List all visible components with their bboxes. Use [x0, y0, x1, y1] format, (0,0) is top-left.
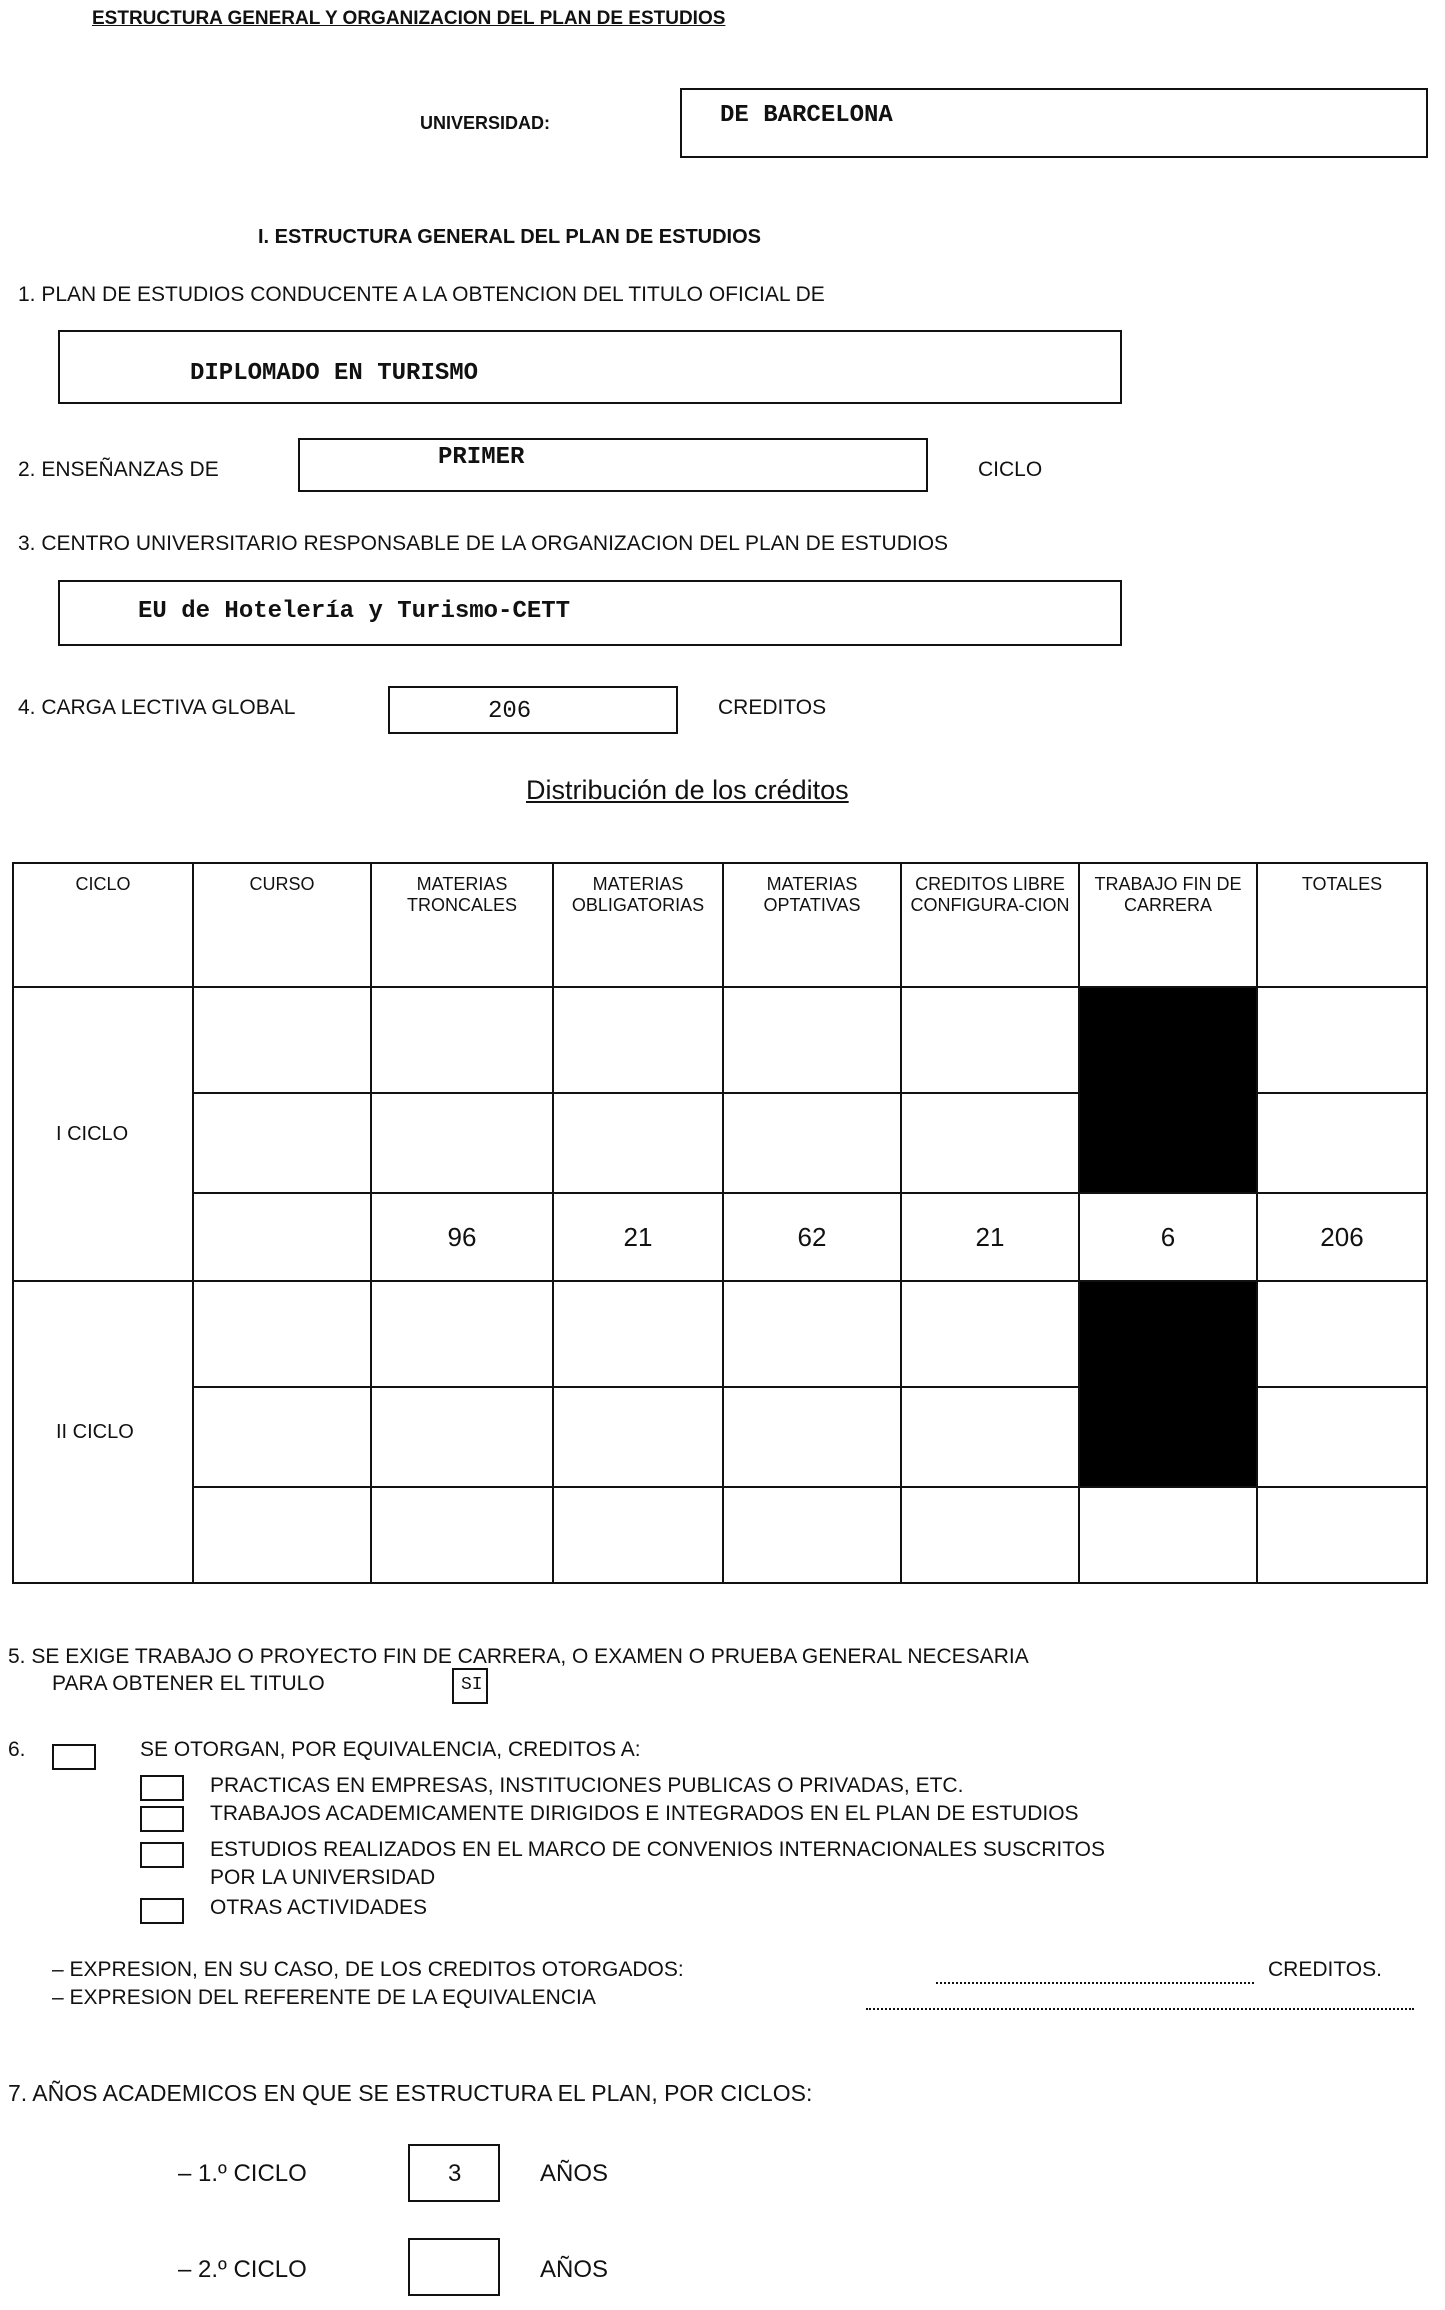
ciclo1-years-suffix: AÑOS	[540, 2160, 609, 2187]
table-cell	[553, 1487, 723, 1583]
table-cell	[723, 987, 901, 1093]
table-cell	[371, 1487, 553, 1583]
table-cell	[723, 1093, 901, 1193]
total-trabajo: 6	[1079, 1193, 1257, 1281]
carga-field	[388, 686, 678, 734]
table-cell	[193, 1487, 371, 1583]
otras-label: OTRAS ACTIVIDADES	[210, 1896, 428, 1919]
item1-label: 1. PLAN DE ESTUDIOS CONDUCENTE A LA OBTENCION DEL TITULO OFICIAL DE	[18, 283, 825, 306]
header-totales: TOTALES	[1257, 863, 1427, 987]
table-cell	[1257, 1487, 1427, 1583]
titulo-value: DIPLOMADO EN TURISMO	[190, 360, 479, 387]
table-cell	[723, 1387, 901, 1487]
table-cell	[723, 1487, 901, 1583]
ciclo1-years-field	[408, 2144, 500, 2202]
item5-label-line1: 5. SE EXIGE TRABAJO O PROYECTO FIN DE CARRERA, O EXAMEN O PRUEBA GENERAL NECESARIA	[8, 1645, 1029, 1668]
document-title: ESTRUCTURA GENERAL Y ORGANIZACION DEL PLAN DE ESTUDIOS	[92, 8, 726, 29]
practicas-checkbox[interactable]	[140, 1775, 184, 1801]
table-cell	[553, 987, 723, 1093]
table-cell	[901, 1387, 1079, 1487]
creditos-fill-line	[936, 1982, 1254, 1984]
table-row	[13, 987, 1427, 1093]
credits-table	[12, 862, 1428, 1584]
creditos-otorgados-suffix: CREDITOS.	[1268, 1958, 1382, 1981]
practicas-label: PRACTICAS EN EMPRESAS, INSTITUCIONES PUBLICAS O PRIVADAS, ETC.	[210, 1774, 964, 1797]
ciclo1-cell: I CICLO	[13, 987, 193, 1281]
table-cell	[553, 1093, 723, 1193]
table-cell	[371, 1387, 553, 1487]
centro-value: EU de Hotelería y Turismo-CETT	[138, 598, 571, 625]
table-cell	[901, 1487, 1079, 1583]
ciclo2-years-field	[408, 2238, 500, 2296]
expresion-creditos-label: – EXPRESION, EN SU CASO, DE LOS CREDITOS OTORGADOS:	[52, 1958, 684, 1981]
table-cell	[1257, 987, 1427, 1093]
table-cell	[371, 987, 553, 1093]
table-cell	[1079, 1487, 1257, 1583]
item4-label: 4. CARGA LECTIVA GLOBAL	[18, 696, 296, 719]
titulo-exige-field	[452, 1668, 488, 1704]
header-libre: CREDITOS LIBRE CONFIGURA-CION	[901, 863, 1079, 987]
ciclo1-years-label: – 1.º CICLO	[178, 2160, 307, 2187]
trabajos-label: TRABAJOS ACADEMICAMENTE DIRIGIDOS E INTEGRADOS EN EL PLAN DE ESTUDIOS	[210, 1802, 1079, 1825]
universidad-label: UNIVERSIDAD:	[420, 113, 551, 133]
item6-checkbox[interactable]	[52, 1744, 96, 1770]
total-totales: 206	[1257, 1193, 1427, 1281]
table-cell	[553, 1387, 723, 1487]
ciclo1-years-value: 3	[448, 2160, 462, 2187]
table-cell	[901, 1093, 1079, 1193]
table-cell	[193, 1387, 371, 1487]
item5-label-line2: PARA OBTENER EL TITULO	[52, 1672, 325, 1695]
creditos-suffix: CREDITOS	[718, 696, 827, 719]
table-cell	[193, 1193, 371, 1281]
total-obligatorias: 21	[553, 1193, 723, 1281]
header-troncales: MATERIAS TRONCALES	[371, 863, 553, 987]
ciclo2-cell: II CICLO	[13, 1281, 193, 1583]
ensenanzas-field	[298, 438, 928, 492]
header-ciclo: CICLO	[13, 863, 193, 987]
table-cell	[371, 1093, 553, 1193]
table-cell	[1257, 1387, 1427, 1487]
table-cell	[1257, 1281, 1427, 1387]
table-cell	[371, 1281, 553, 1387]
total-optativas: 62	[723, 1193, 901, 1281]
ciclo-suffix: CICLO	[978, 458, 1043, 481]
expresion-referente-label: – EXPRESION DEL REFERENTE DE LA EQUIVALENCIA	[52, 1986, 596, 2009]
total-libre: 21	[901, 1193, 1079, 1281]
blackout-cell	[1079, 987, 1257, 1193]
table-cell	[193, 1281, 371, 1387]
table-cell	[723, 1281, 901, 1387]
table-cell	[193, 987, 371, 1093]
table-row	[13, 1487, 1427, 1583]
table-cell	[1257, 1093, 1427, 1193]
centro-field	[58, 580, 1122, 646]
blackout-cell	[1079, 1281, 1257, 1487]
trabajos-checkbox[interactable]	[140, 1806, 184, 1832]
item2-label: 2. ENSEÑANZAS DE	[18, 458, 219, 481]
universidad-value: DE BARCELONA	[720, 102, 893, 129]
estudios-label-cont: POR LA UNIVERSIDAD	[210, 1866, 436, 1889]
header-optativas: MATERIAS OPTATIVAS	[723, 863, 901, 987]
total-troncales: 96	[371, 1193, 553, 1281]
header-curso: CURSO	[193, 863, 371, 987]
header-obligatorias: MATERIAS OBLIGATORIAS	[553, 863, 723, 987]
table-cell	[901, 1281, 1079, 1387]
table-cell	[901, 987, 1079, 1093]
ciclo2-years-label: – 2.º CICLO	[178, 2256, 307, 2283]
header-trabajo: TRABAJO FIN DE CARRERA	[1079, 863, 1257, 987]
item3-label: 3. CENTRO UNIVERSITARIO RESPONSABLE DE LA ORGANIZACION DEL PLAN DE ESTUDIOS	[18, 532, 949, 555]
referente-fill-line	[866, 2008, 1414, 2010]
section-title: I. ESTRUCTURA GENERAL DEL PLAN DE ESTUDIOS	[258, 226, 762, 248]
table-header-row	[13, 863, 1427, 987]
item7-label: 7. AÑOS ACADEMICOS EN QUE SE ESTRUCTURA EL PLAN, POR CICLOS:	[8, 2080, 813, 2106]
totals-row	[13, 1193, 1427, 1281]
carga-value: 206	[488, 698, 532, 725]
item6-label: SE OTORGAN, POR EQUIVALENCIA, CREDITOS A:	[140, 1738, 641, 1761]
universidad-field	[680, 88, 1428, 158]
item6-number: 6.	[8, 1738, 26, 1761]
table-cell	[553, 1281, 723, 1387]
table-row	[13, 1281, 1427, 1387]
estudios-checkbox[interactable]	[140, 1842, 184, 1868]
table-cell	[193, 1093, 371, 1193]
titulo-exige-value: SI	[461, 1675, 483, 1695]
otras-checkbox[interactable]	[140, 1898, 184, 1924]
estudios-label: ESTUDIOS REALIZADOS EN EL MARCO DE CONVENIOS INTERNACIONALES SUSCRITOS	[210, 1838, 1106, 1861]
titulo-field	[58, 330, 1122, 404]
ensenanzas-value: PRIMER	[438, 444, 525, 471]
distribution-title: Distribución de los créditos	[526, 775, 849, 805]
ciclo2-years-suffix: AÑOS	[540, 2256, 609, 2283]
